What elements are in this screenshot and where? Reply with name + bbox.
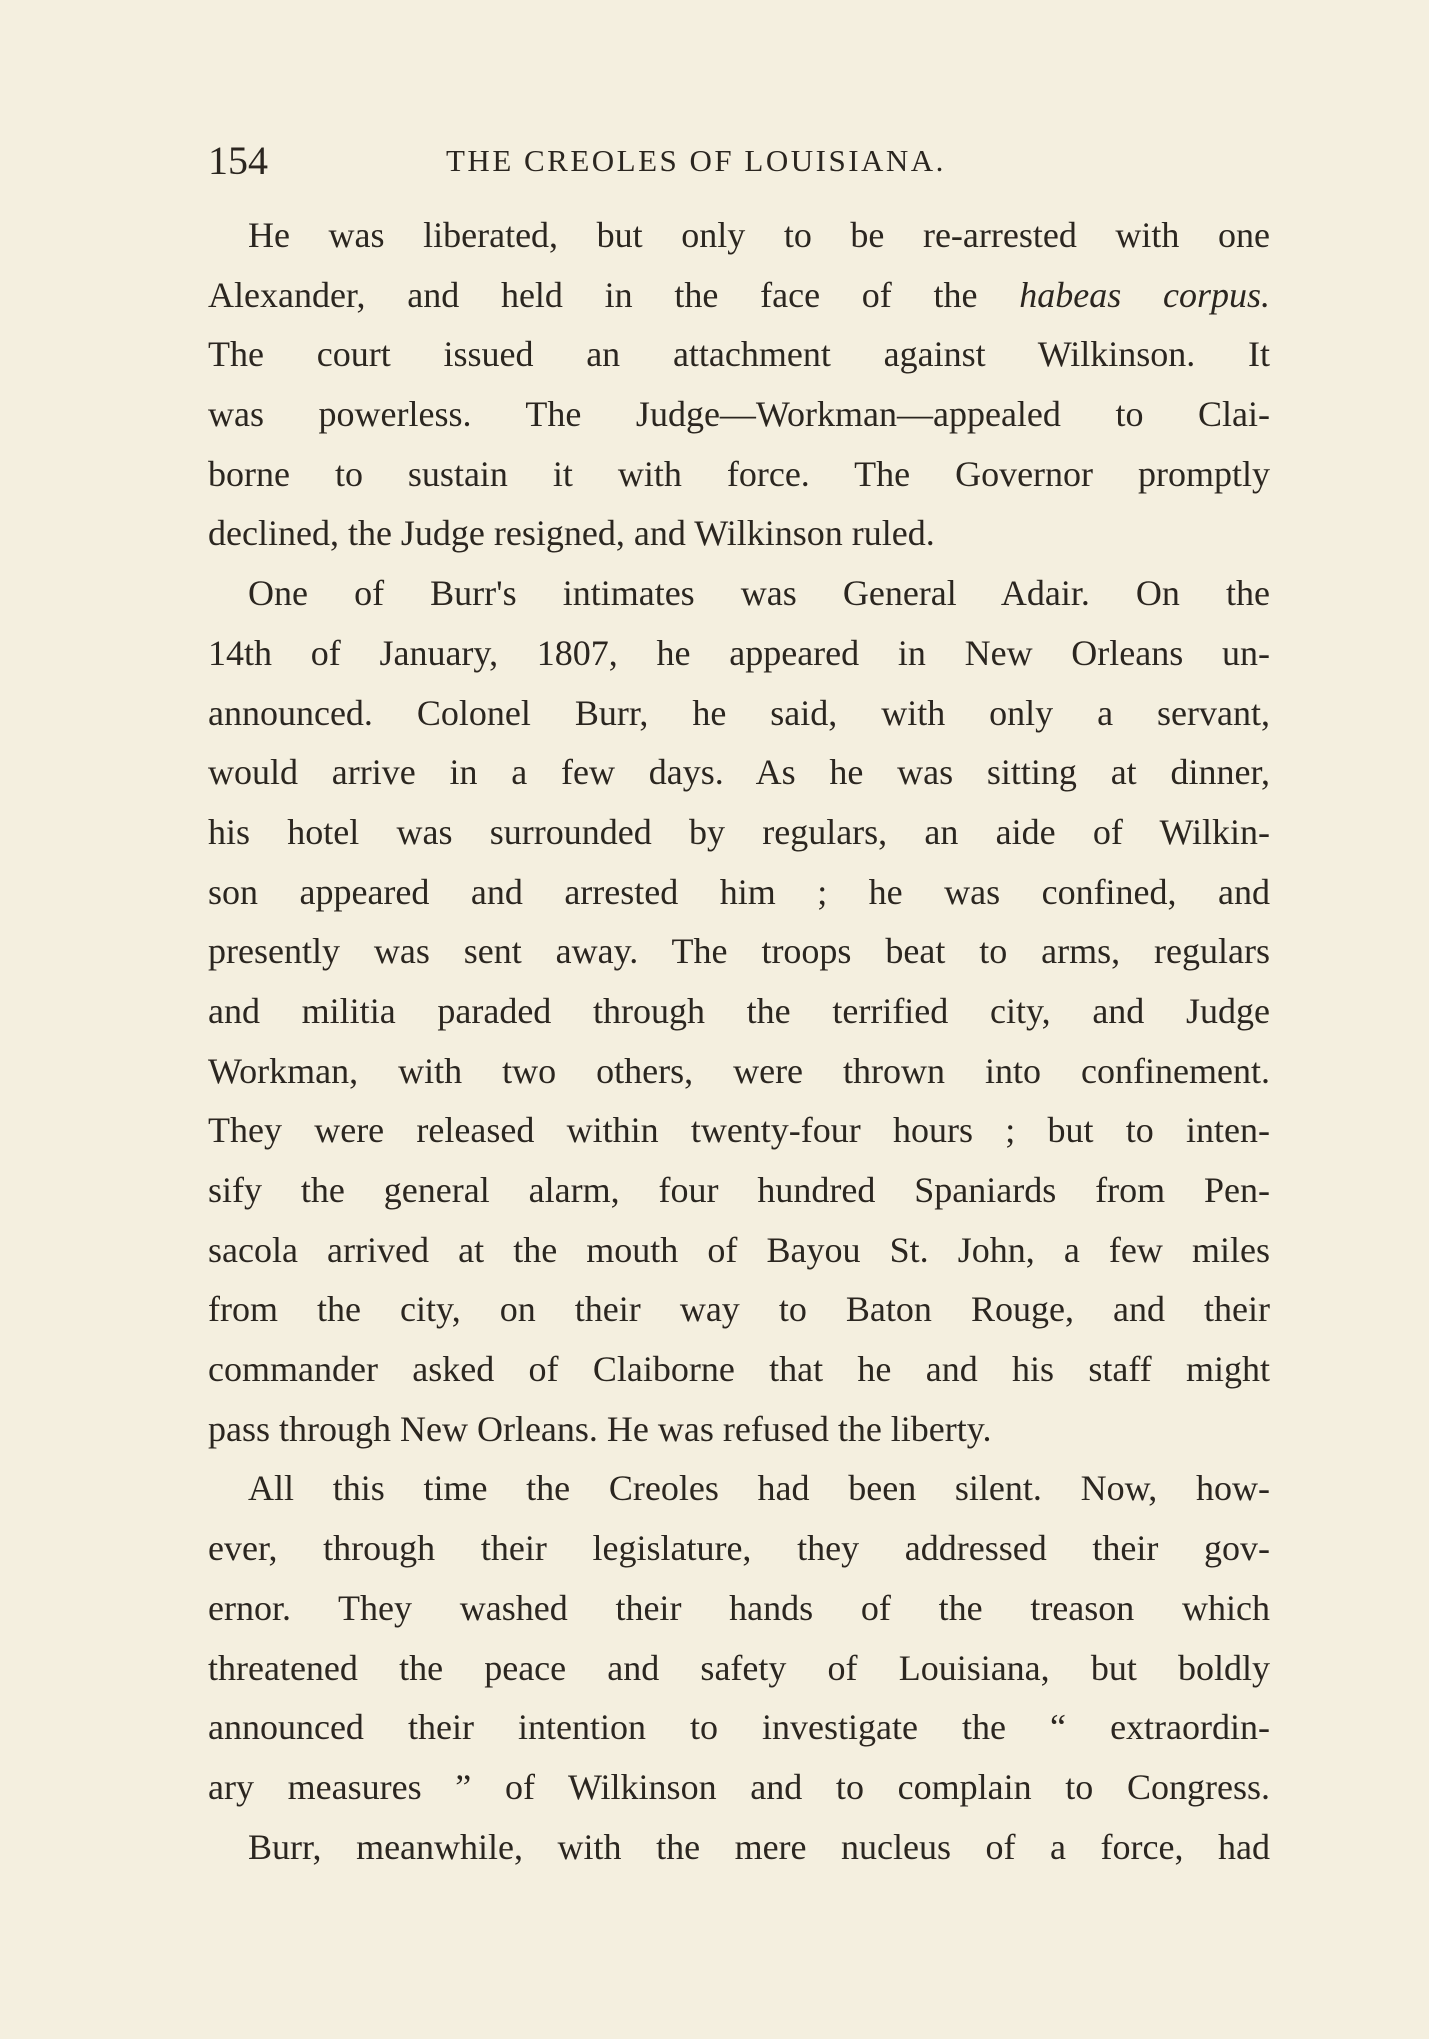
text-line-content: announced their intention to investigate the “ extraordin- bbox=[208, 1707, 1270, 1748]
text-line-content: declined, the Judge resigned, and Wilkinson ruled. bbox=[208, 513, 935, 554]
text-line bbox=[208, 803, 1270, 863]
text-line-content: One of Burr's intimates was General Adair. On the bbox=[248, 573, 1270, 614]
text-line-content: and militia paraded through the terrified city, and Judge bbox=[208, 990, 1270, 1031]
text-line-content: ary measures ” of Wilkinson and to complain to Congress. bbox=[208, 1766, 1270, 1807]
text-line-content: from the city, on their way to Baton Rouge, and their bbox=[208, 1289, 1270, 1330]
text-line bbox=[208, 743, 1270, 803]
text-line-content: commander asked of Claiborne that he and his staff might bbox=[208, 1349, 1270, 1390]
text-line-content: threatened the peace and safety of Louisiana, but boldly bbox=[208, 1647, 1270, 1688]
text-line bbox=[208, 1579, 1270, 1639]
running-head bbox=[208, 136, 1270, 186]
text-line-content: The court issued an attachment against Wilkinson. It bbox=[208, 334, 1270, 375]
text-line-content: his hotel was surrounded by regulars, an aide of Wilkin- bbox=[208, 811, 1270, 852]
text-line-content: Burr, meanwhile, with the mere nucleus of a force, had bbox=[248, 1826, 1270, 1867]
text-line bbox=[208, 504, 1270, 564]
text-line bbox=[208, 922, 1270, 982]
text-line-content: Alexander, and held in the face of the bbox=[208, 274, 1020, 315]
text-line-content: was powerless. The Judge—Workman—appealed to Clai- bbox=[208, 394, 1270, 435]
text-line bbox=[208, 684, 1270, 744]
text-line-content: sify the general alarm, four hundred Spaniards from Pen- bbox=[208, 1170, 1270, 1210]
text-line bbox=[208, 1519, 1270, 1579]
text-line bbox=[208, 385, 1270, 445]
text-line-content: pass through New Orleans. He was refused the liberty. bbox=[208, 1408, 992, 1449]
text-line-content: ernor. They washed their hands of the treason which bbox=[208, 1587, 1270, 1628]
text-line bbox=[208, 266, 1270, 326]
text-line bbox=[208, 1459, 1270, 1519]
text-line-content: would arrive in a few days. As he was sitting at dinner, bbox=[208, 752, 1270, 793]
text-line-content: 14th of January, 1807, he appeared in New Orleans un- bbox=[208, 632, 1270, 673]
text-line-content: sacola arrived at the mouth of Bayou St. John, a few miles bbox=[208, 1229, 1270, 1270]
text-line bbox=[208, 445, 1270, 505]
page-number: 154 bbox=[208, 138, 268, 183]
text-line bbox=[208, 1042, 1270, 1102]
text-line bbox=[208, 325, 1270, 385]
text-line-content: son appeared and arrested him ; he was confined, and bbox=[208, 871, 1270, 912]
text-line bbox=[208, 1758, 1270, 1818]
text-line bbox=[208, 1698, 1270, 1758]
text-line-content: Workman, with two others, were thrown into confinement. bbox=[208, 1050, 1270, 1091]
text-line bbox=[208, 1639, 1270, 1699]
text-line bbox=[208, 1101, 1270, 1161]
text-line bbox=[208, 564, 1270, 624]
text-line bbox=[208, 982, 1270, 1042]
text-line bbox=[208, 1221, 1270, 1281]
text-line bbox=[208, 624, 1270, 684]
italic-phrase: habeas corpus. bbox=[1019, 274, 1270, 315]
text-line bbox=[208, 863, 1270, 923]
text-line-content: borne to sustain it with force. The Governor promptly bbox=[208, 453, 1270, 494]
running-title: THE CREOLES OF LOUISIANA. bbox=[446, 143, 946, 178]
text-line-content: ever, through their legislature, they addressed their gov- bbox=[208, 1528, 1270, 1569]
text-line bbox=[208, 206, 1270, 266]
text-line bbox=[208, 1400, 1270, 1460]
text-line bbox=[208, 1280, 1270, 1340]
text-line-content: presently was sent away. The troops beat to arms, regulars bbox=[208, 931, 1270, 972]
text-line-content: announced. Colonel Burr, he said, with only a servant, bbox=[208, 692, 1270, 733]
text-line bbox=[208, 1340, 1270, 1400]
text-line bbox=[208, 1161, 1270, 1221]
text-line-content: All this time the Creoles had been silent. Now, how- bbox=[248, 1468, 1270, 1509]
text-line-content: They were released within twenty-four hours ; but to inten- bbox=[208, 1110, 1270, 1151]
body-text bbox=[208, 206, 1270, 1877]
text-line bbox=[208, 1818, 1270, 1878]
text-line-content: He was liberated, but only to be re-arrested with one bbox=[248, 215, 1270, 255]
